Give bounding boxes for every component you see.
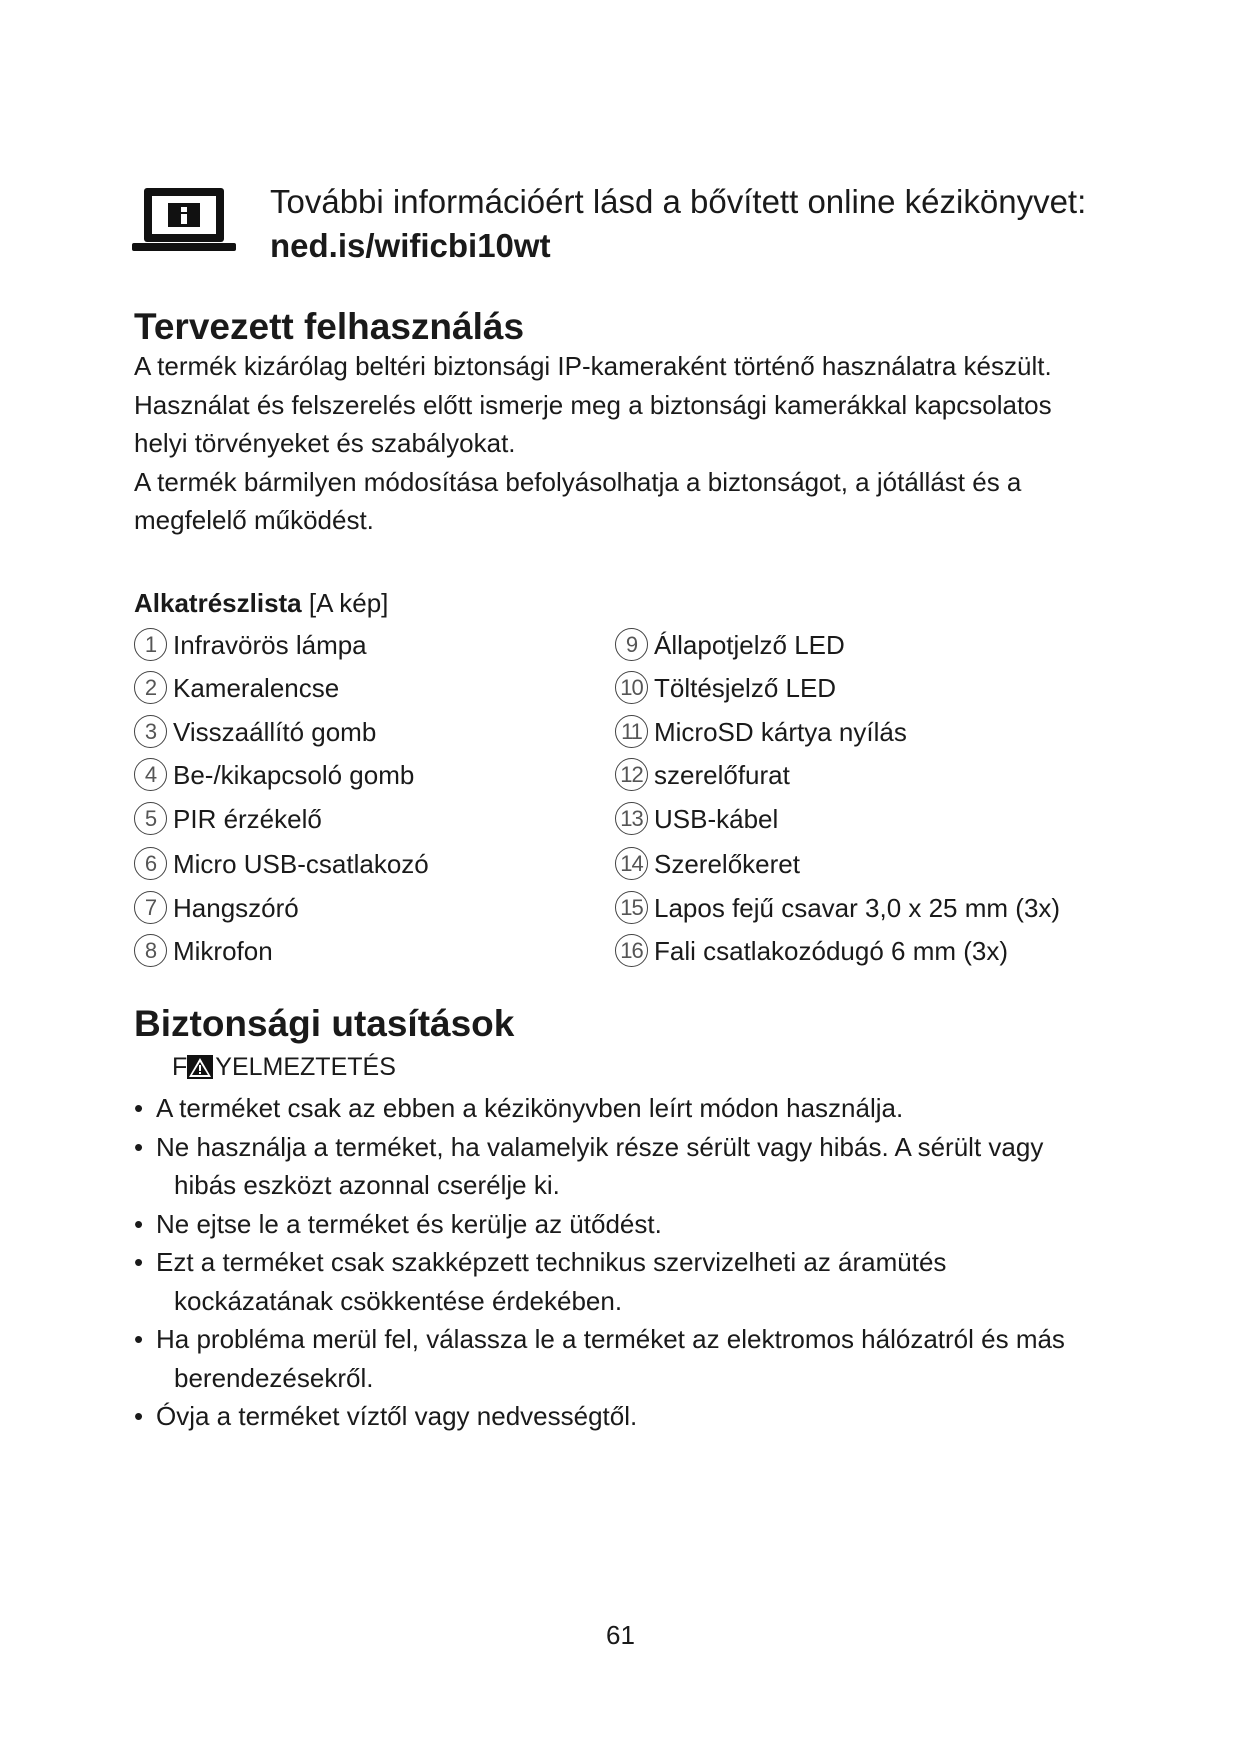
- part-label: Hangszóró: [173, 892, 299, 923]
- part-item: [134, 671, 339, 704]
- part-item: [615, 671, 836, 704]
- part-label: Visszaállító gomb: [173, 716, 377, 747]
- online-manual-url[interactable]: ned.is/wificbi10wt: [270, 227, 551, 264]
- parts-list-title: [134, 584, 388, 622]
- warning-triangle-icon: [187, 1055, 213, 1079]
- safety-item-text: A terméket csak az ebben a kézikönyvben leírt módon használja.: [156, 1093, 904, 1123]
- part-label: Állapotjelző LED: [654, 629, 845, 660]
- online-manual-text: További információért lásd a bővített online kézikönyvet:: [270, 183, 1087, 220]
- intended-use-line: helyi törvényeket és szabályokat.: [134, 428, 516, 458]
- part-number: 1: [134, 628, 167, 661]
- safety-item-continuation: berendezésekről.: [174, 1362, 374, 1393]
- part-number: 15: [615, 891, 648, 924]
- part-item: [134, 628, 367, 661]
- parts-list-title-ref: [A kép]: [301, 588, 389, 618]
- part-label: Lapos fejű csavar 3,0 x 25 mm (3x): [654, 892, 1061, 923]
- part-number: 5: [134, 802, 167, 835]
- part-number: 3: [134, 715, 167, 748]
- safety-item: [134, 1205, 1124, 1244]
- part-number: 12: [615, 758, 648, 791]
- safety-heading: Biztonsági utasítások: [134, 1003, 515, 1044]
- part-label: Kameralencse: [173, 672, 340, 703]
- safety-item-text: Óvja a terméket víztől vagy nedvességtől.: [156, 1401, 638, 1431]
- part-number: 10: [615, 671, 648, 704]
- safety-item: [134, 1243, 1124, 1320]
- part-number: 8: [134, 934, 167, 967]
- warning-label: [172, 1051, 396, 1083]
- part-label: MicroSD kártya nyílás: [654, 716, 907, 747]
- part-number: 6: [134, 847, 167, 880]
- part-item: [134, 715, 376, 748]
- part-item: [615, 715, 907, 748]
- part-item: [615, 758, 790, 791]
- safety-item-continuation: hibás eszközt azonnal cserélje ki.: [174, 1170, 560, 1200]
- safety-item-text: Ne használja a terméket, ha valamelyik része sérült vagy hibás. A sérült vagy: [156, 1131, 1044, 1162]
- part-label: Micro USB-csatlakozó: [173, 848, 429, 879]
- part-number: 13: [615, 802, 648, 835]
- safety-item-text: Ezt a terméket csak szakképzett technikus szervizelheti az áramütés: [156, 1247, 947, 1277]
- part-item: [615, 847, 800, 880]
- part-number: 14: [615, 847, 648, 880]
- intended-use-line: A termék bármilyen módosítása befolyásolhatja a biztonságot, a jótállást és a: [134, 466, 1022, 497]
- part-item: [134, 758, 414, 791]
- page-number: 61: [606, 1620, 635, 1650]
- part-item: [134, 934, 273, 967]
- laptop-info-icon: [132, 186, 236, 256]
- part-number: 11: [615, 715, 648, 748]
- part-label: Fali csatlakozódugó 6 mm (3x): [654, 935, 1009, 966]
- part-label: szerelőfurat: [654, 759, 790, 790]
- safety-item: [134, 1320, 1124, 1397]
- part-item: [134, 802, 322, 835]
- part-label: Szerelőkeret: [654, 848, 800, 879]
- intended-use-line: Használat és felszerelés előtt ismerje meg a biztonsági kamerákkal kapcsolatos: [134, 389, 1052, 420]
- safety-item: [134, 1397, 1124, 1436]
- warning-rest: YELMEZTETÉS: [215, 1053, 396, 1081]
- intended-use-line: A termék kizárólag beltéri biztonsági IP-kameraként történő használatra készült.: [134, 351, 1052, 381]
- part-number: 2: [134, 671, 167, 704]
- safety-item-continuation: kockázatának csökkentése érdekében.: [174, 1285, 623, 1316]
- part-number: 4: [134, 758, 167, 791]
- safety-list: [134, 1089, 1124, 1436]
- safety-item-text: Ha probléma merül fel, válassza le a terméket az elektromos hálózatról és más: [156, 1324, 1065, 1354]
- intended-use-paragraph: [134, 347, 1134, 540]
- part-number: 7: [134, 891, 167, 924]
- part-label: Töltésjelző LED: [654, 672, 837, 703]
- part-label: USB-kábel: [654, 803, 779, 834]
- part-label: PIR érzékelő: [173, 803, 322, 834]
- intended-use-heading: Tervezett felhasználás: [134, 306, 525, 347]
- intended-use-line: megfelelő működést.: [134, 505, 374, 535]
- part-number: 16: [615, 934, 648, 967]
- part-item: [615, 891, 1060, 924]
- part-item: [615, 934, 1008, 967]
- safety-item: [134, 1128, 1124, 1205]
- part-label: Infravörös lámpa: [173, 629, 367, 660]
- part-item: [134, 847, 429, 880]
- warning-prefix: F: [172, 1053, 188, 1081]
- online-manual-note: [270, 180, 1086, 268]
- part-item: [134, 891, 299, 924]
- parts-list-title-bold: Alkatrészlista: [134, 588, 302, 618]
- safety-item-text: Ne ejtse le a terméket és kerülje az ütődést.: [156, 1208, 662, 1239]
- part-label: Mikrofon: [173, 935, 273, 966]
- part-item: [615, 802, 778, 835]
- safety-item: [134, 1089, 1124, 1128]
- part-number: 9: [615, 628, 648, 661]
- part-item: [615, 628, 845, 661]
- part-label: Be-/kikapcsoló gomb: [173, 759, 415, 790]
